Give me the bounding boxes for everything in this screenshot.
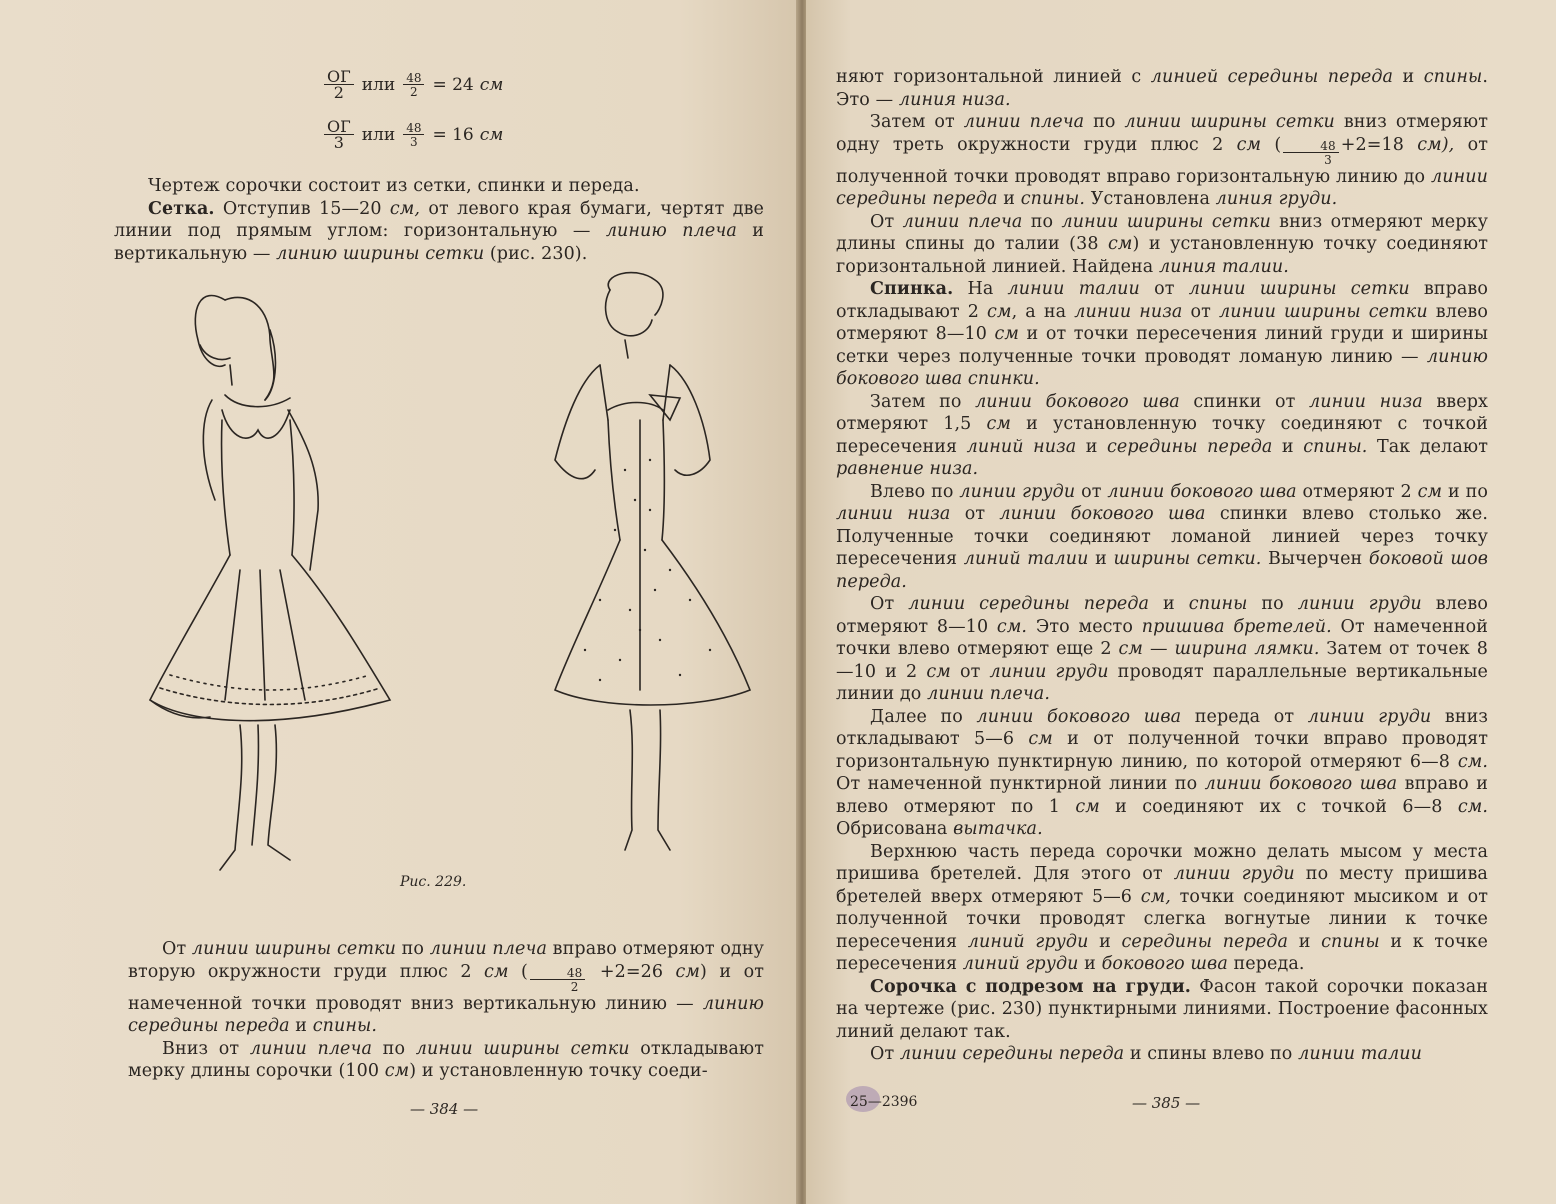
dress-figure-left-icon: [130, 270, 420, 880]
page-number-left: — 384 —: [410, 1100, 479, 1118]
formula-og-3: $\frac{ОГ}{3}$ или $\frac{48}{3}$ = 16 см: [322, 120, 503, 150]
right-page: [806, 0, 1556, 1204]
figure-caption: Рис. 229.: [400, 874, 467, 890]
intro-paragraph: Чертеж сорочки состоит из сетки, спинки и переда. Сетка. Отступив 15—20 см, от левого края бумаги, чертят две линии под прямым углом: горизонтальную — линию плеча и вертикальную — линию ширины сетки (рис. 230).: [114, 176, 764, 264]
page-number-right: — 385 —: [1132, 1094, 1201, 1112]
body-paragraphs-left: От линии ширины сетки по линии плеча вправо отмеряют одну вторую окружности груди плюс 2 см ( $\frac{48}{2}$ +2=26 см) и от намеченной точки проводят вниз вертикальную линию — линию середины переда и спины. Вниз от линии плеча по линии ширины сетки откладывают мерку длины сорочки (100 см) и установленную точку соеди-: [128, 939, 765, 1081]
printer-signature: 25—2396: [850, 1094, 918, 1110]
body-paragraphs-right: няют горизонтальной линией с линией середины переда и спины. Это — линия низа. Затем от линии плеча по линии ширины сетки вниз отмеряют одну треть окружности груди плюс 2 см ( $\frac{48}{3}$ +2=18 см), от полученной точки проводят вправо горизонтальную линию до линии середины переда и спины. Установлена линия груди. От линии плеча по линии ширины сетки вниз отмеряют мерку длины спины до талии (38 см) и установленную точку соединяют горизонтальной линией. Найдена линия талии. Спинка. На линии талии от линии ширины сетки вправо откладывают 2 см, а на линии низа от линии ширины сетки влево отмеряют 8—10 см и от точки пересечения линий груди и ширины сетки через полученные точки проводят ломаную линию — линию бокового шва спинки. Затем по линии бокового шва спинки от линии низа вверх отмеряют 1,5 см и установленную точку соединяют с точкой пересечения линий низа и середины переда и спины. Так делают равнение низа. Влево по линии груди от линии бокового шва отмеряют 2 см и по линии низа от линии бокового шва спинки влево столько же. Полученные точки соединяют ломаной линией через точку пересечения линий талии и ширины сетки. Вычерчен боковой шов переда. От линии середины переда и спины по линии груди влево отмеряют 8—10 см. Это место пришива бретелей. От намеченной точки влево отмеряют еще 2 см — ширина лямки. Затем от точек 8—10 и 2 см от линии груди проводят параллельные вертикальные линии до линии плеча. Далее по линии бокового шва переда от линии груди вниз откладывают 5—6 см и от полученной точки вправо проводят горизонтальную пунктирную линию, по которой отмеряют 6—8 см. От намеченной пунктирной линии по линии бокового шва вправо и влево отмеряют по 1 см и соединяют их с точкой 6—8 см. Обрисована вытачка. Верхнюю часть переда сорочки можно делать мысом у места пришива бретелей. Для этого от линии груди по месту пришива бретелей вверх отмеряют 5—6 см, точки соединяют мысиком и от полученной точки проводят слегка вогнутые линии к точке пересечения линий груди и середины переда и спины и к точке пересечения линий груди и бокового шва переда. Сорочка с подрезом на груди. Фасон такой сорочки показан на чертеже (рис. 230) пунктирными линиями. Построение фасонных линий делают так. От линии середины переда и спины влево по линии талии: [836, 67, 1489, 1064]
dress-figure-right-icon: [540, 270, 770, 880]
formula-og-2: $\frac{ОГ}{2}$ или $\frac{48}{2}$ = 24 см: [322, 70, 503, 100]
